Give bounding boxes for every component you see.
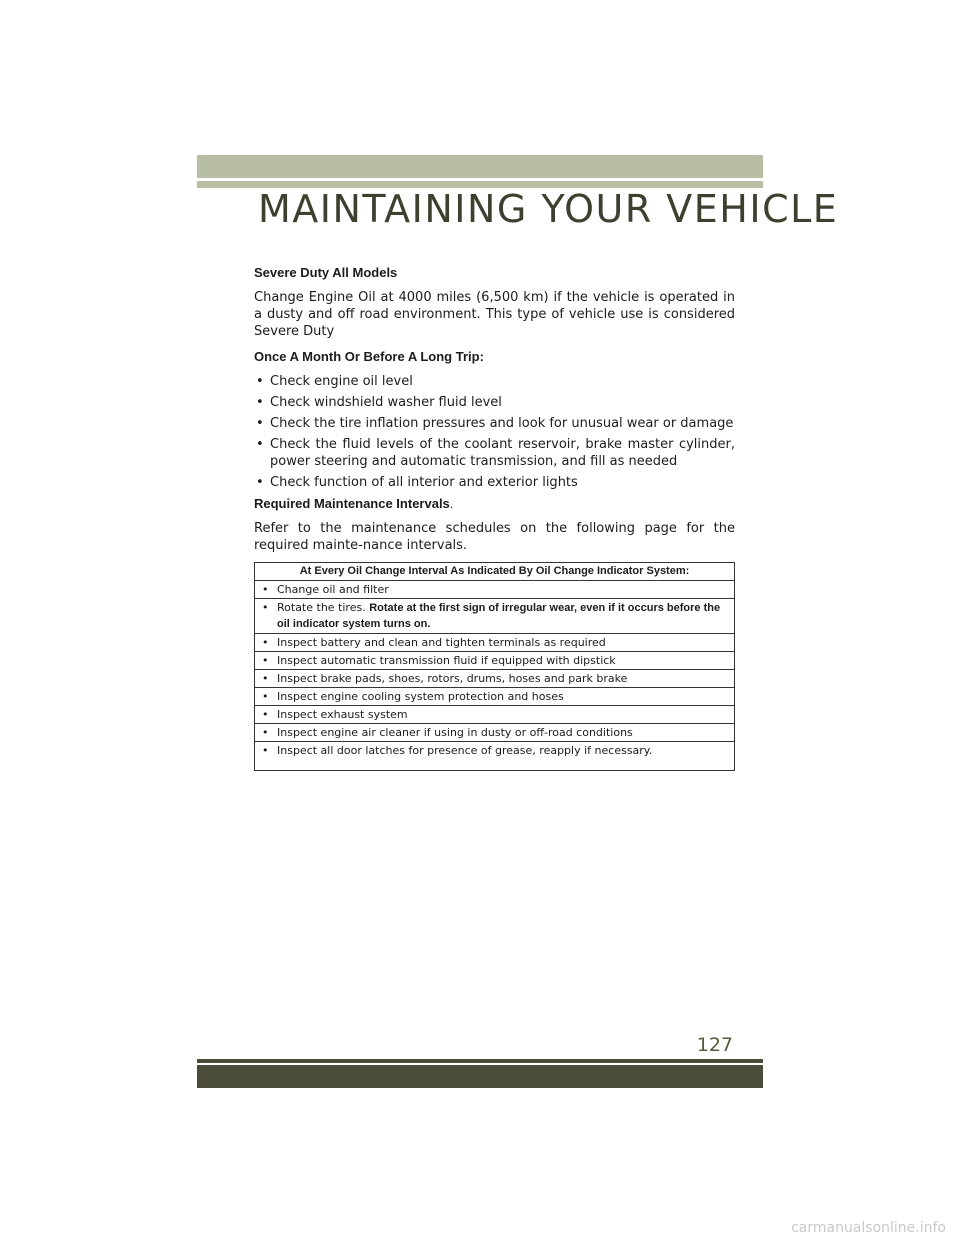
footer-rule <box>197 1059 763 1063</box>
table-row: • Inspect automatic transmission fluid if equipped with dipstick <box>255 652 734 670</box>
section-title: MAINTAINING YOUR VEHICLE <box>258 187 839 231</box>
table-row: • Inspect engine cooling system protection and hoses <box>255 688 734 706</box>
list-item: • Check function of all interior and exterior lights <box>256 475 578 490</box>
rotate-tires-note: Rotate at the first sign of irregular wear, even if it occurs before the oil indicator system turns on. <box>277 602 721 630</box>
intervals-text: Refer to the maintenance schedules on the following page for the required mainte-nance intervals. <box>254 521 735 553</box>
monthly-list <box>254 373 735 491</box>
severe-duty-text: Change Engine Oil at 4000 miles (6,500 km) if the vehicle is operated in a dusty and off road environment. This type of vehicle use is considered Severe Duty <box>254 290 735 339</box>
bullet-icon: • <box>256 374 264 389</box>
monthly-heading: Once A Month Or Before A Long Trip: <box>254 349 484 364</box>
bullet-icon: • <box>262 726 269 739</box>
intervals-heading: Required Maintenance Intervals. <box>254 496 454 511</box>
footer-band <box>197 1065 763 1088</box>
table-row: • Inspect engine air cleaner if using in dusty or off-road conditions <box>255 724 734 742</box>
watermark-link[interactable]: carmanualsonline.info <box>791 1220 946 1236</box>
bullet-icon: • <box>262 636 269 649</box>
bullet-icon: • <box>256 437 264 452</box>
bullet-icon: • <box>262 583 269 596</box>
table-row: • Inspect brake pads, shoes, rotors, drums, hoses and park brake <box>255 670 734 688</box>
list-item: • Check engine oil level <box>256 374 413 389</box>
maintenance-table <box>254 562 735 771</box>
bullet-icon: • <box>262 708 269 721</box>
list-item: • Check the tire inflation pressures and look for unusual wear or damage <box>256 416 734 431</box>
table-header: At Every Oil Change Interval As Indicated By Oil Change Indicator System: <box>255 563 734 581</box>
bullet-icon: • <box>256 395 264 410</box>
bullet-icon: • <box>256 416 264 431</box>
severe-duty-heading: Severe Duty All Models <box>254 265 398 280</box>
table-row: • Change oil and filter <box>255 581 734 599</box>
table-row: • Rotate the tires. Rotate at the first sign of irregular wear, even if it occurs before the oil indicator system turns on. <box>255 599 734 634</box>
bullet-icon: • <box>262 672 269 685</box>
table-row: • Inspect battery and clean and tighten terminals as required <box>255 634 734 652</box>
page-content <box>254 264 735 771</box>
bullet-icon: • <box>262 601 269 614</box>
table-row: • Inspect exhaust system <box>255 706 734 724</box>
bullet-icon: • <box>262 690 269 703</box>
page-number: 127 <box>696 1034 733 1056</box>
table-row: • Inspect all door latches for presence of grease, reapply if necessary. <box>262 744 653 757</box>
header-band <box>197 155 763 178</box>
bullet-icon: • <box>262 654 269 667</box>
list-item: • Check windshield washer fluid level <box>256 395 502 410</box>
list-item: • Check the fluid levels of the coolant reservoir, brake master cylinder, power steering and automatic transmission, and fill as needed <box>256 437 735 469</box>
bullet-icon: • <box>262 744 269 757</box>
bullet-icon: • <box>256 475 264 490</box>
